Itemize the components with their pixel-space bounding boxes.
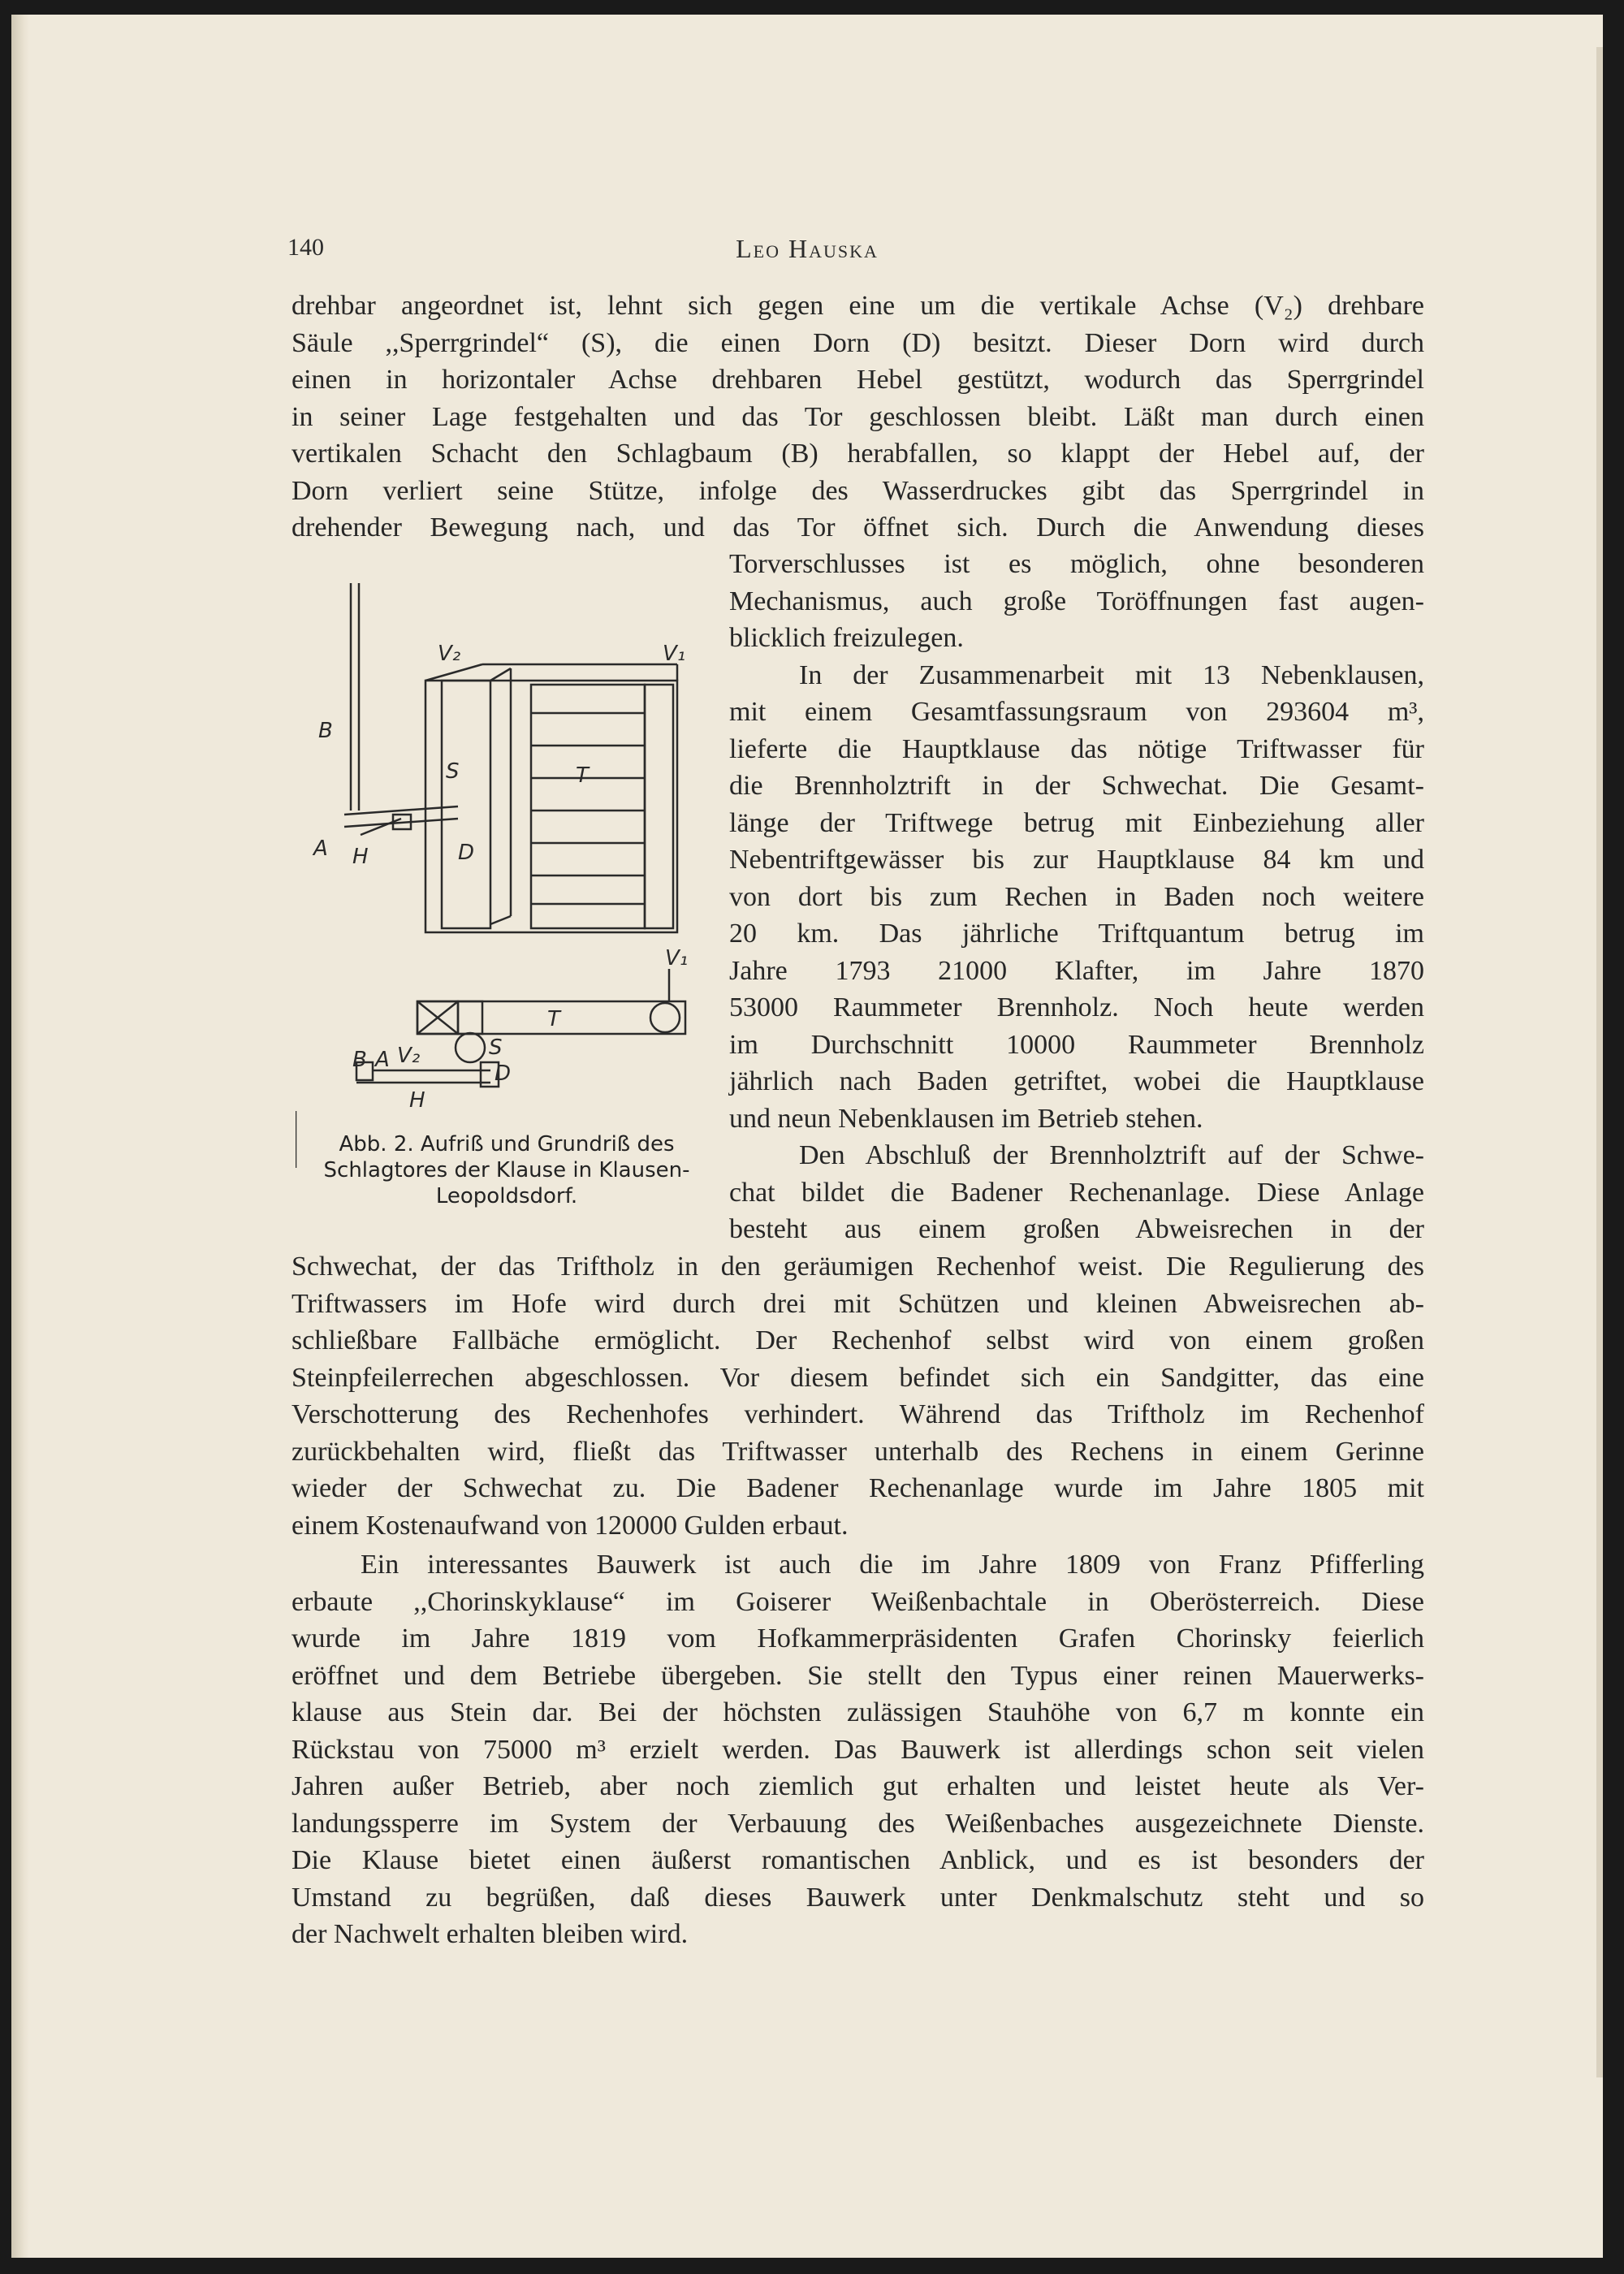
text-line: wieder der Schwechat zu. Die Badener Rechenanlage wurde im Jahre 1805 mit bbox=[292, 1473, 1424, 1503]
text-line: drehender Bewegung nach, und das Tor öffnet sich. Durch die Anwendung dieses bbox=[292, 512, 1424, 543]
text-line: Torverschlusses ist es möglich, ohne besonderen bbox=[729, 549, 1424, 579]
text-line: drehbar angeordnet ist, lehnt sich gegen eine um die vertikale Achse (V₂) drehbare bbox=[292, 291, 1424, 321]
text-line: 53000 Raummeter Brennholz. Noch heute werden bbox=[729, 992, 1424, 1022]
text-line: Den Abschluß der Brennholztrift auf der Schwe- bbox=[799, 1140, 1424, 1170]
text-line: Steinpfeilerrechen abgeschlossen. Vor diesem befindet sich ein Sandgitter, das eine bbox=[292, 1362, 1424, 1393]
text-line: Die Klause bietet einen äußerst romantischen Anblick, und es ist besonders der bbox=[292, 1845, 1424, 1875]
running-head: Leo Hauska bbox=[736, 234, 879, 263]
text-line: vertikalen Schacht den Schlagbaum (B) herabfallen, so klappt der Hebel auf, der bbox=[292, 439, 1424, 469]
fig-label: T bbox=[547, 1007, 560, 1031]
text-line: Verschotterung des Rechenhofes verhindert. Während das Triftholz im Rechenhof bbox=[292, 1399, 1424, 1429]
figure-gate-drawing bbox=[296, 583, 710, 1208]
fig-label: A bbox=[375, 1048, 390, 1072]
text-line: landungssperre im System der Verbauung des Weißenbaches ausgezeichnete Dienste. bbox=[292, 1808, 1424, 1839]
page-number: 140 bbox=[287, 234, 324, 261]
fig-label: B bbox=[318, 719, 333, 743]
text-line: in seiner Lage festgehalten und das Tor geschlossen bleibt. Läßt man durch einen bbox=[292, 401, 1424, 432]
page-header bbox=[11, 234, 1603, 266]
text-line: Säule ,,Sperrgrindel“ (S), die einen Dorn (D) besitzt. Dieser Dorn wird durch bbox=[292, 327, 1424, 358]
caption-line: Schlagtores der Klause in Klausen- bbox=[323, 1158, 690, 1182]
text-line: lieferte die Hauptklause das nötige Triftwasser für bbox=[729, 733, 1424, 764]
text-line: chat bildet die Badener Rechenanlage. Diese Anlage bbox=[729, 1177, 1424, 1208]
page-edge bbox=[1596, 47, 1603, 2077]
fig-label: V₁ bbox=[663, 642, 686, 666]
fig-label: A bbox=[313, 837, 328, 861]
fig-label: V₂ bbox=[438, 642, 461, 666]
text-line: Mechanismus, auch große Toröffnungen fast augen- bbox=[729, 586, 1424, 616]
text-line: einen in horizontaler Achse drehbaren Hebel gestützt, wodurch das Sperrgrindel bbox=[292, 365, 1424, 395]
text-line: wurde im Jahre 1819 vom Hofkammerpräsidenten Grafen Chorinsky feierlich bbox=[292, 1623, 1424, 1654]
text-line: besteht aus einem großen Abweisrechen in der bbox=[729, 1214, 1424, 1244]
text-line: länge der Triftwege betrug mit Einbeziehung aller bbox=[729, 807, 1424, 838]
text-line: Jahren außer Betrieb, aber noch ziemlich gut erhalten und leistet heute als Ver- bbox=[292, 1771, 1424, 1801]
text-line: Schwechat, der das Triftholz in den geräumigen Rechenhof weist. Die Regulierung des bbox=[292, 1252, 1424, 1282]
text-line: schließbare Fallbäche ermöglicht. Der Rechenhof selbst wird von einem großen bbox=[292, 1325, 1424, 1355]
figure-caption bbox=[287, 1131, 726, 1209]
text-line: eröffnet und dem Betriebe übergeben. Sie stellt den Typus einer reinen Mauerwerks- bbox=[292, 1660, 1424, 1691]
fig-label: S bbox=[446, 759, 460, 784]
text-line: Rückstau von 75000 m³ erzielt werden. Das Bauwerk ist allerdings schon seit vielen bbox=[292, 1734, 1424, 1765]
caption-line: Abb. 2. Aufriß und Grundriß des bbox=[339, 1132, 675, 1156]
text-line: einem Kostenaufwand von 120000 Gulden erbaut. bbox=[292, 1510, 849, 1541]
caption-line: Leopoldsdorf. bbox=[435, 1184, 578, 1208]
text-line: der Nachwelt erhalten bleiben wird. bbox=[292, 1919, 689, 1949]
fig-label: D bbox=[458, 841, 475, 865]
text-line: im Durchschnitt 10000 Raummeter Brennholz bbox=[729, 1029, 1424, 1060]
text-line: zurückbehalten wird, fließt das Triftwasser unterhalb des Rechens in einem Gerinne bbox=[292, 1436, 1424, 1467]
text-line: In der Zusammenarbeit mit 13 Nebenklausen, bbox=[799, 659, 1424, 690]
fig-label: B bbox=[352, 1048, 367, 1072]
text-line: klause aus Stein dar. Bei der höchsten zulässigen Stauhöhe von 6,7 m konnte ein bbox=[292, 1697, 1424, 1727]
book-page bbox=[11, 15, 1603, 2258]
text-line: Dorn verliert seine Stütze, infolge des Wasserdruckes gibt das Sperrgrindel in bbox=[292, 475, 1424, 506]
fig-label: S bbox=[489, 1035, 503, 1060]
text-line: von dort bis zum Rechen in Baden noch weitere bbox=[729, 881, 1424, 912]
fig-label: H bbox=[352, 845, 369, 869]
text-line: und neun Nebenklausen im Betrieb stehen. bbox=[729, 1103, 1203, 1134]
text-line: 20 km. Das jährliche Triftquantum betrug im bbox=[729, 919, 1424, 949]
fig-label: V₁ bbox=[665, 946, 689, 971]
fig-label: T bbox=[576, 763, 589, 788]
text-line: Jahre 1793 21000 Klafter, im Jahre 1870 bbox=[729, 955, 1424, 986]
text-line: die Brennholztrift in der Schwechat. Die Gesamt- bbox=[729, 771, 1424, 801]
page-spine bbox=[11, 15, 29, 2258]
text-line: Nebentriftgewässer bis zur Hauptklause 84 km und bbox=[729, 845, 1424, 875]
fig-label: D bbox=[495, 1061, 512, 1086]
text-line: erbaute ,,Chorinskyklause“ im Goiserer Weißenbachtale in Oberösterreich. Diese bbox=[292, 1586, 1424, 1617]
fig-label: H bbox=[409, 1088, 425, 1113]
text-line: Ein interessantes Bauwerk ist auch die im Jahre 1809 von Franz Pfifferling bbox=[361, 1550, 1424, 1580]
text-line: Triftwassers im Hofe wird durch drei mit Schützen und kleinen Abweisrechen ab- bbox=[292, 1288, 1424, 1319]
text-line: Umstand zu begrüßen, daß dieses Bauwerk unter Denkmalschutz steht und so bbox=[292, 1882, 1424, 1913]
text-line: blicklich freizulegen. bbox=[729, 623, 964, 653]
text-line: jährlich nach Baden getriftet, wobei die Hauptklause bbox=[729, 1066, 1424, 1096]
text-line: mit einem Gesamtfassungsraum von 293604 m³, bbox=[729, 697, 1424, 727]
fig-label: V₂ bbox=[397, 1044, 421, 1068]
